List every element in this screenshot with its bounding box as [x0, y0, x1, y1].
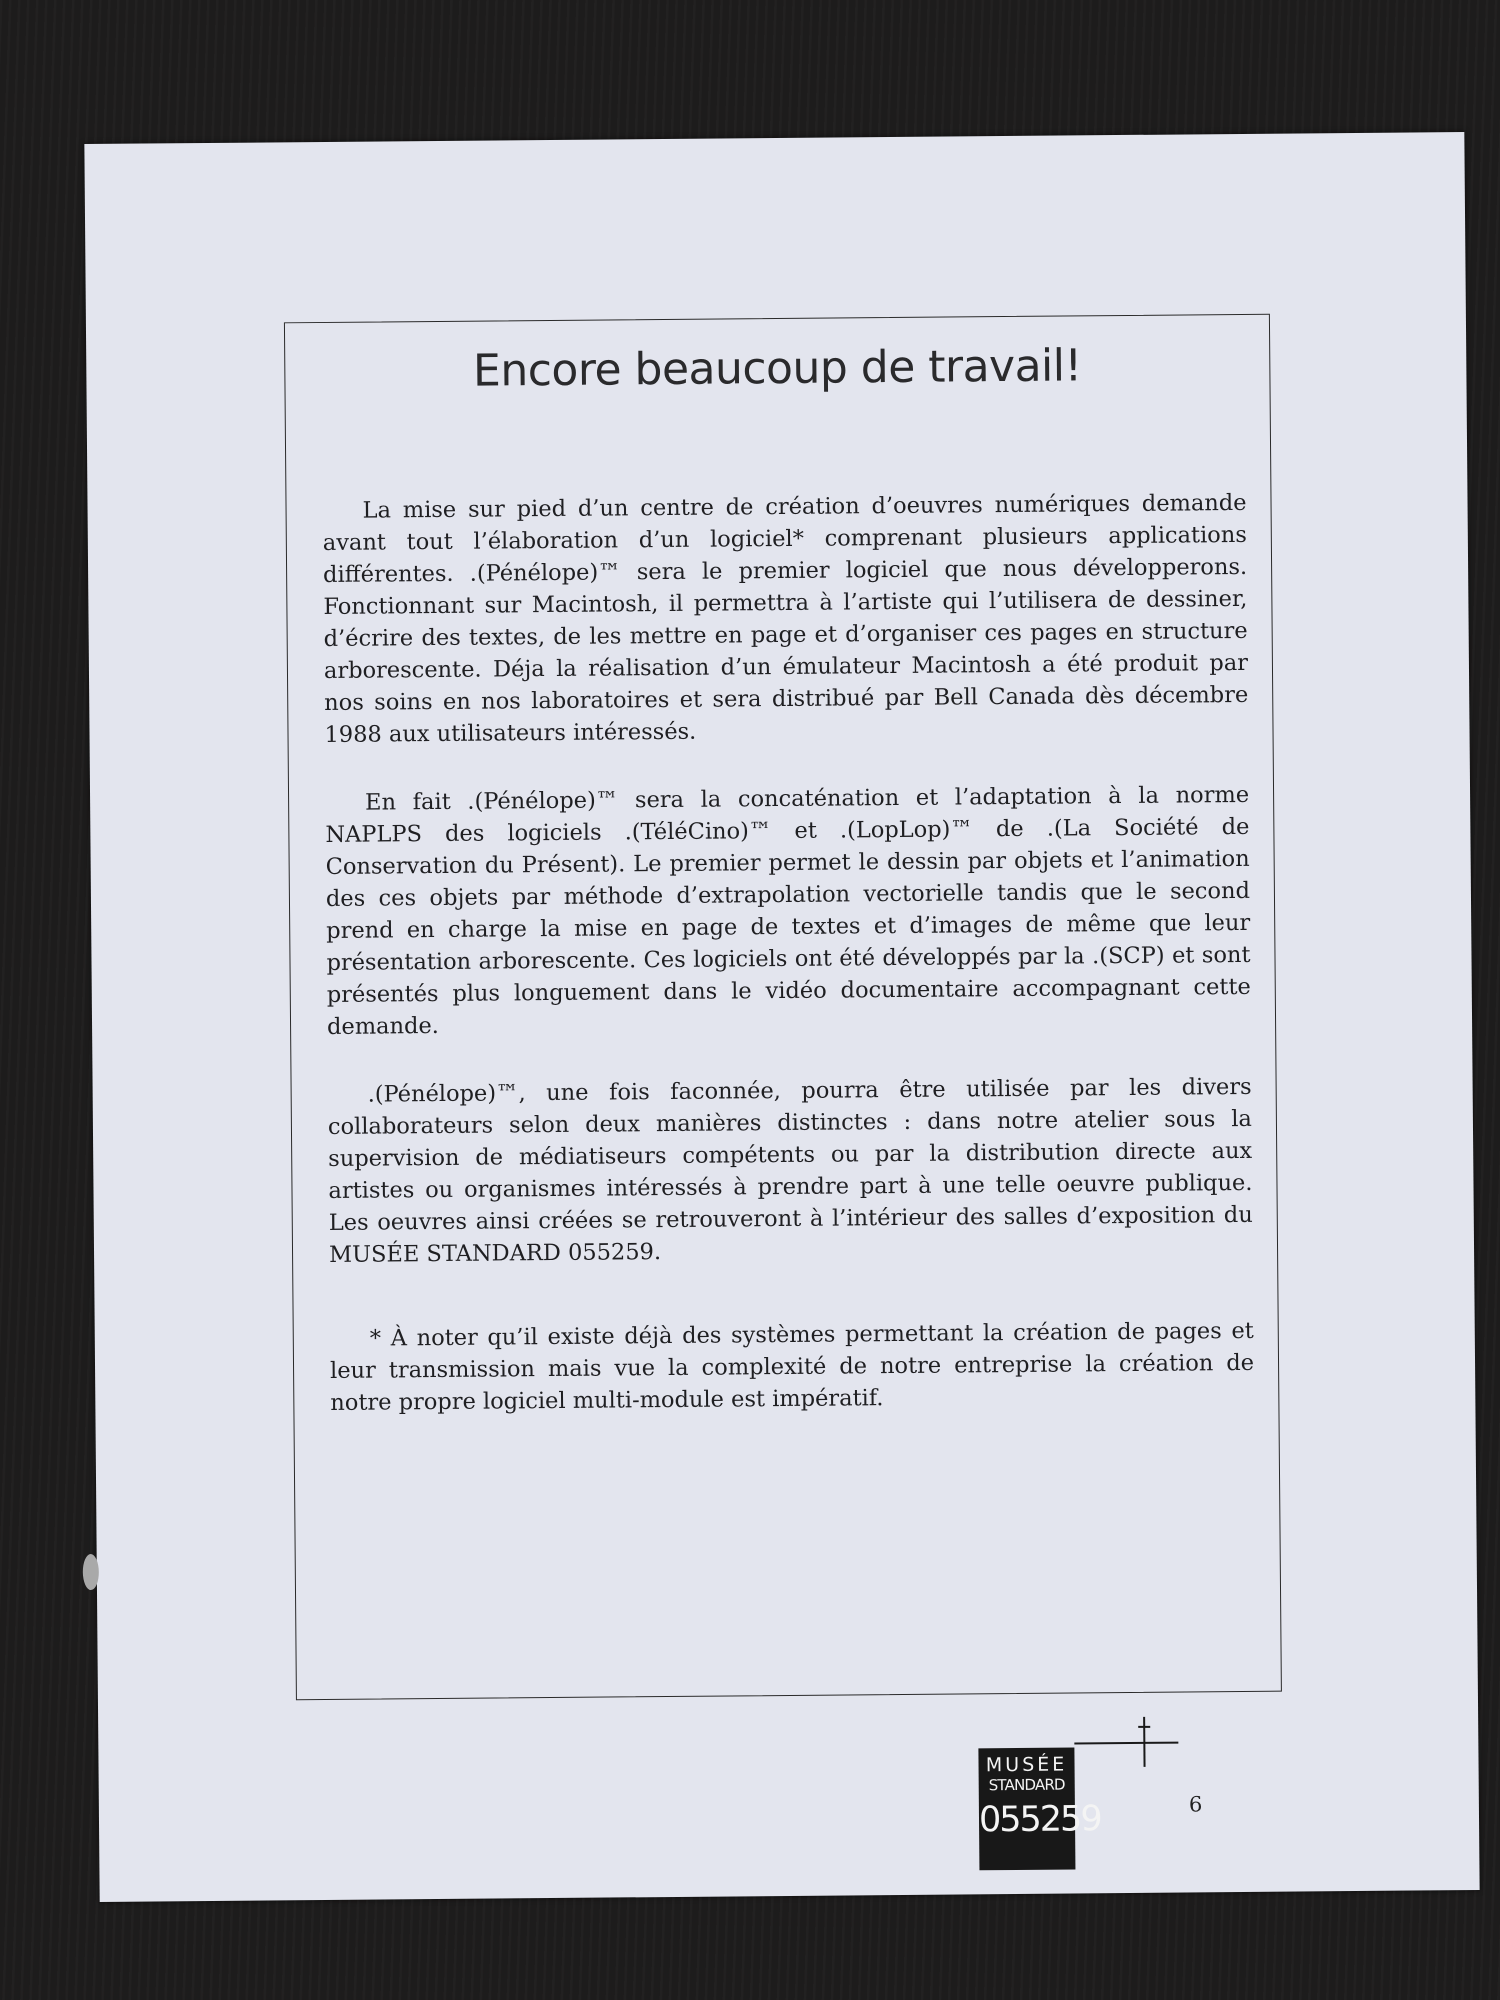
page-number: 6 [1188, 1792, 1203, 1817]
body-text [322, 487, 1254, 1455]
paragraph-3: .(Pénélope)™, une fois faconnée, pourra être utilisée par les divers collaborateurs selon deux manières distinctes : dans notre atelier sous la supervision de médiatiseurs compétents ou par la distribution directe aux artistes ou organismes intéressés à prendre part à une telle oeuvre publique. Les oeuvres ainsi créées se retrouveront à l’intérieur des salles d’exposition du MUSÉE STANDARD 055259. [327, 1073, 1253, 1268]
text-frame [284, 314, 1282, 1701]
logo-line-1: MUSÉE [985, 1753, 1068, 1777]
paragraph-2: En fait .(Pénélope)™ sera la concaténation et l’adaptation à la norme NAPLPS des logiciels .(TéléCino)™ et .(LopLop)™ de .(La Société de Conservation du Présent). Le premier permet le dessin par objets et l’animation des ces objets par méthode d’extrapolation vectorielle tandis que le second prend en charge la mise en page de textes et d’images de même que leur présentation arborescente. Ces logiciels ont été développés par la .(SCP) et sont présentés plus longuement dans le vidéo documentaire accompagnant cette demande. [325, 781, 1251, 1040]
logo-line-3: 055259 [978, 1799, 1101, 1841]
paragraph-1: La mise sur pied d’un centre de création d’oeuvres numériques demande avant tout l’élaboration d’un logiciel* comprenant plusieurs applications différentes. .(Pénélope)™ sera le premier logiciel que nous développerons. Fonctionnant sur Macintosh, il permettra à l’artiste qui l’utilisera de dessiner, d’écrire des textes, de les mettre en page et d’organiser ces pages en structure arborescente. Déja la réalisation d’un émulateur Macintosh a été produit par nos soins en nos laboratoires et sera distribué par Bell Canada dès décembre 1988 aux utilisateurs intéressés. [322, 489, 1249, 748]
logo-line-2: STANDARD [988, 1775, 1065, 1795]
footnote: * À noter qu’il existe déjà des systèmes permettant la création de pages et leur transmission mais vue la complexité de notre entreprise la création de notre propre logiciel multi-module est impératif. [329, 1317, 1255, 1416]
binder-hole [83, 1554, 99, 1590]
logo-rule-horizontal [1074, 1742, 1178, 1745]
logo-cross-tick [1138, 1726, 1150, 1728]
page-title: Encore beaucoup de travail! [472, 340, 1082, 397]
logo-rule-vertical [1143, 1717, 1145, 1767]
musee-standard-logo [978, 1747, 1101, 1870]
paper-sheet [84, 132, 1479, 1902]
